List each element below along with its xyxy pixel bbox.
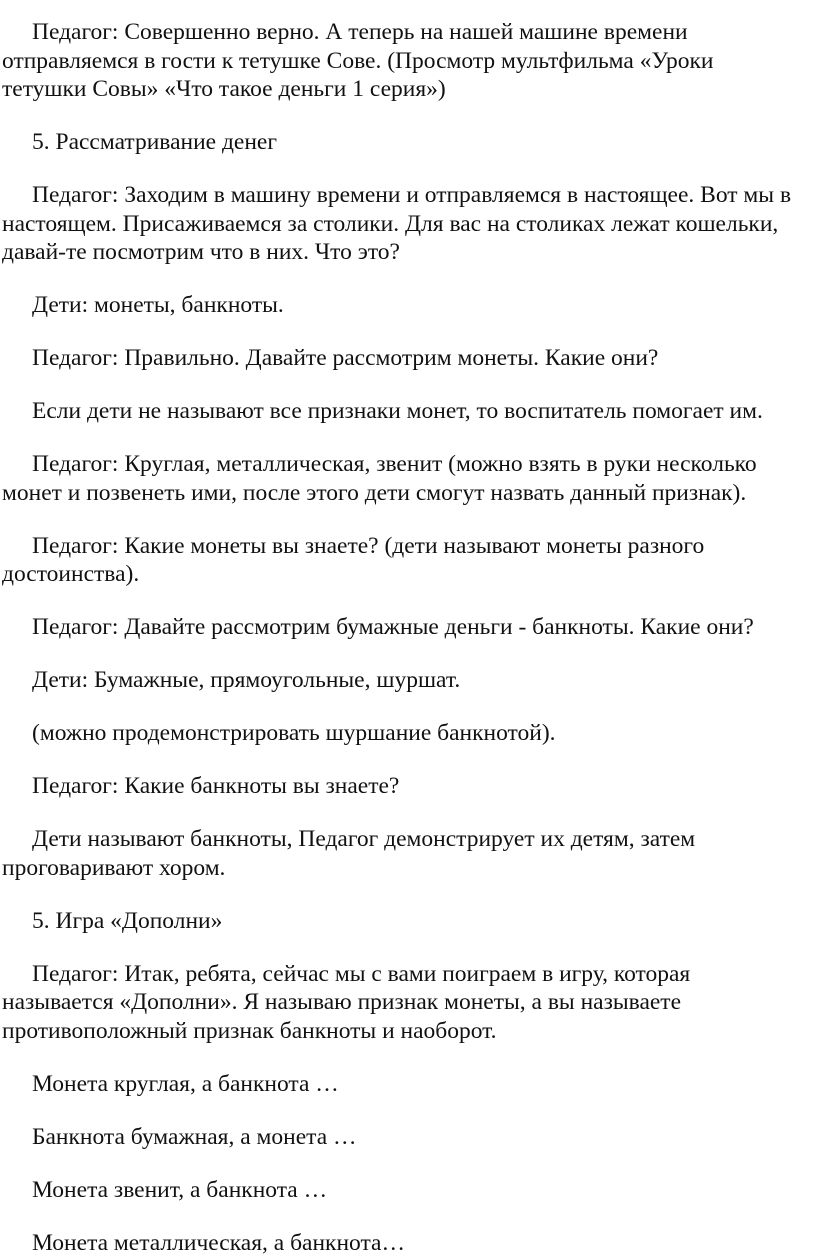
paragraph-prompt-coin-rings: Монета звенит, а банкнота … bbox=[2, 1176, 802, 1205]
section-heading-examining-money: 5. Рассматривание денег bbox=[2, 128, 802, 157]
paragraph-teacher-game-rules: Педагог: Итак, ребята, сейчас мы с вами поиграем в игру, которая называется «Дополни». Я называю признак монеты, а вы называете противоположный признак банкноты и наоборот. bbox=[2, 960, 802, 1046]
paragraph-teacher-which-banknotes: Педагог: Какие банкноты вы знаете? bbox=[2, 772, 802, 801]
paragraph-demonstrate-rustling: (можно продемонстрировать шуршание банкнотой). bbox=[2, 719, 802, 748]
paragraph-children-coins-banknotes: Дети: монеты, банкноты. bbox=[2, 291, 802, 320]
paragraph-teacher-present-wallets: Педагог: Заходим в машину времени и отправляемся в настоящее. Вот мы в настоящем. Присаживаемся за столики. Для вас на столиках лежат кошельки, давай-те посмотрим что в них. Что это? bbox=[2, 181, 802, 267]
paragraph-children-banknote-properties: Дети: Бумажные, прямоугольные, шуршат. bbox=[2, 666, 802, 695]
paragraph-prompt-coin-metal: Монета металлическая, а банкнота… bbox=[2, 1229, 802, 1257]
paragraph-prompt-coin-round: Монета круглая, а банкнота … bbox=[2, 1070, 802, 1099]
paragraph-children-name-banknotes: Дети называют банкноты, Педагог демонстрирует их детям, затем проговаривают хором. bbox=[2, 825, 802, 882]
paragraph-educator-helps: Если дети не называют все признаки монет, то воспитатель помогает им. bbox=[2, 397, 802, 426]
paragraph-teacher-coin-properties: Педагог: Круглая, металлическая, звенит (можно взять в руки несколько монет и позвенеть ими, после этого дети смогут назвать данный признак). bbox=[2, 450, 802, 507]
section-heading-game-complete: 5. Игра «Дополни» bbox=[2, 907, 802, 936]
paragraph-teacher-examine-banknotes: Педагог: Давайте рассмотрим бумажные деньги - банкноты. Какие они? bbox=[2, 613, 802, 642]
paragraph-prompt-banknote-paper: Банкнота бумажная, а монета … bbox=[2, 1123, 802, 1152]
paragraph-teacher-time-machine-owl: Педагог: Совершенно верно. А теперь на нашей машине времени отправляемся в гости к тетушке Сове. (Просмотр мультфильма «Уроки тетушки Совы» «Что такое деньги 1 серия») bbox=[2, 18, 802, 104]
paragraph-teacher-which-coins: Педагог: Какие монеты вы знаете? (дети называют монеты разного достоинства). bbox=[2, 532, 802, 589]
paragraph-teacher-examine-coins: Педагог: Правильно. Давайте рассмотрим монеты. Какие они? bbox=[2, 344, 802, 373]
